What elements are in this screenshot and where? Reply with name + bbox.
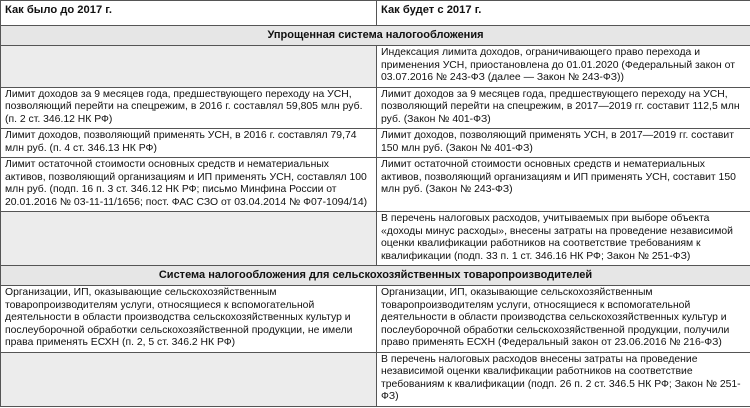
cell-after: В перечень налоговых расходов внесены затраты на проведение независимой оценки квалификации работников на соответствие требованиям к квалификации (подп. 26 п. 2 ст. 346.5 НК РФ; Закон № 251-ФЗ)	[377, 352, 750, 406]
section-title: Упрощенная система налогообложения	[1, 26, 750, 46]
cell-before: Лимит доходов, позволяющий применять УСН, в 2016 г. составлял 79,74 млн руб. (п. 4 ст. 346.13 НК РФ)	[1, 129, 377, 158]
header-before: Как было до 2017 г.	[1, 1, 377, 26]
table-body	[1, 26, 750, 407]
section-row	[1, 26, 750, 46]
section-title: Система налогообложения для сельскохозяйственных товаропроизводителей	[1, 266, 750, 286]
table-row	[1, 129, 750, 158]
cell-before: Лимит остаточной стоимости основных средств и нематериальных активов, позволяющий организациям и ИП применять УСН, составлял 100 млн руб. (подп. 16 п. 3 ст. 346.12 НК РФ; письмо Минфина России от 20.01.2016 № 03-11-11/1656; пост. ФАС СЗО от 03.04.2014 № Ф07-1094/14)	[1, 158, 377, 212]
cell-before: Лимит доходов за 9 месяцев года, предшествующего переходу на УСН, позволяющий перейти на спецрежим, в 2016 г. составлял 59,805 млн руб. (п. 2 ст. 346.12 НК РФ)	[1, 87, 377, 129]
cell-after: Индексация лимита доходов, ограничивающего право перехода и применения УСН, приостановлена до 01.01.2020 (Федеральный закон от 03.07.2016 № 243-ФЗ (далее — Закон № 243-ФЗ))	[377, 46, 750, 88]
cell-after: Лимит остаточной стоимости основных средств и нематериальных активов, позволяющий организациям и ИП применять УСН, составит 150 млн руб. (Закон № 243-ФЗ)	[377, 158, 750, 212]
table-row	[1, 158, 750, 212]
table-row	[1, 286, 750, 353]
cell-before	[1, 212, 377, 266]
table-row	[1, 46, 750, 88]
table-row	[1, 87, 750, 129]
header-row	[1, 1, 750, 26]
table-row	[1, 212, 750, 266]
cell-after: Лимит доходов за 9 месяцев года, предшествующего переходу на УСН, позволяющий перейти на спецрежим, в 2017—2019 гг. составит 112,5 млн руб. (Закон № 401-ФЗ)	[377, 87, 750, 129]
header-after: Как будет с 2017 г.	[377, 1, 750, 26]
cell-after: Лимит доходов, позволяющий применять УСН, в 2017—2019 гг. составит 150 млн руб. (Закон № 401-ФЗ)	[377, 129, 750, 158]
cell-before: Организации, ИП, оказывающие сельскохозяйственным товаропроизводителям услуги, относящиеся к вспомогательной деятельности в области производства сельскохозяйственных культур и послеуборочной обработки сельскохозяйственной продукции, не имели права применять ЕСХН (п. 2, 5 ст. 346.2 НК РФ)	[1, 286, 377, 353]
cell-after: Организации, ИП, оказывающие сельскохозяйственным товаропроизводителям услуги, относящиеся к вспомогательной деятельности в области производства сельскохозяйственных культур и послеуборочной обработки сельскохозяйственной продукции, получили право применять ЕСХН (Федеральный закон от 23.06.2016 № 216-ФЗ)	[377, 286, 750, 353]
cell-after: В перечень налоговых расходов, учитываемых при выборе объекта «доходы минус расходы», внесены затраты на проведение независимой оценки квалификации работников на соответствие требованиям к квалификации (подп. 33 п. 1 ст. 346.16 НК РФ; Закон № 251-ФЗ)	[377, 212, 750, 266]
table-row	[1, 352, 750, 406]
section-row	[1, 266, 750, 286]
cell-before	[1, 352, 377, 406]
cell-before	[1, 46, 377, 88]
